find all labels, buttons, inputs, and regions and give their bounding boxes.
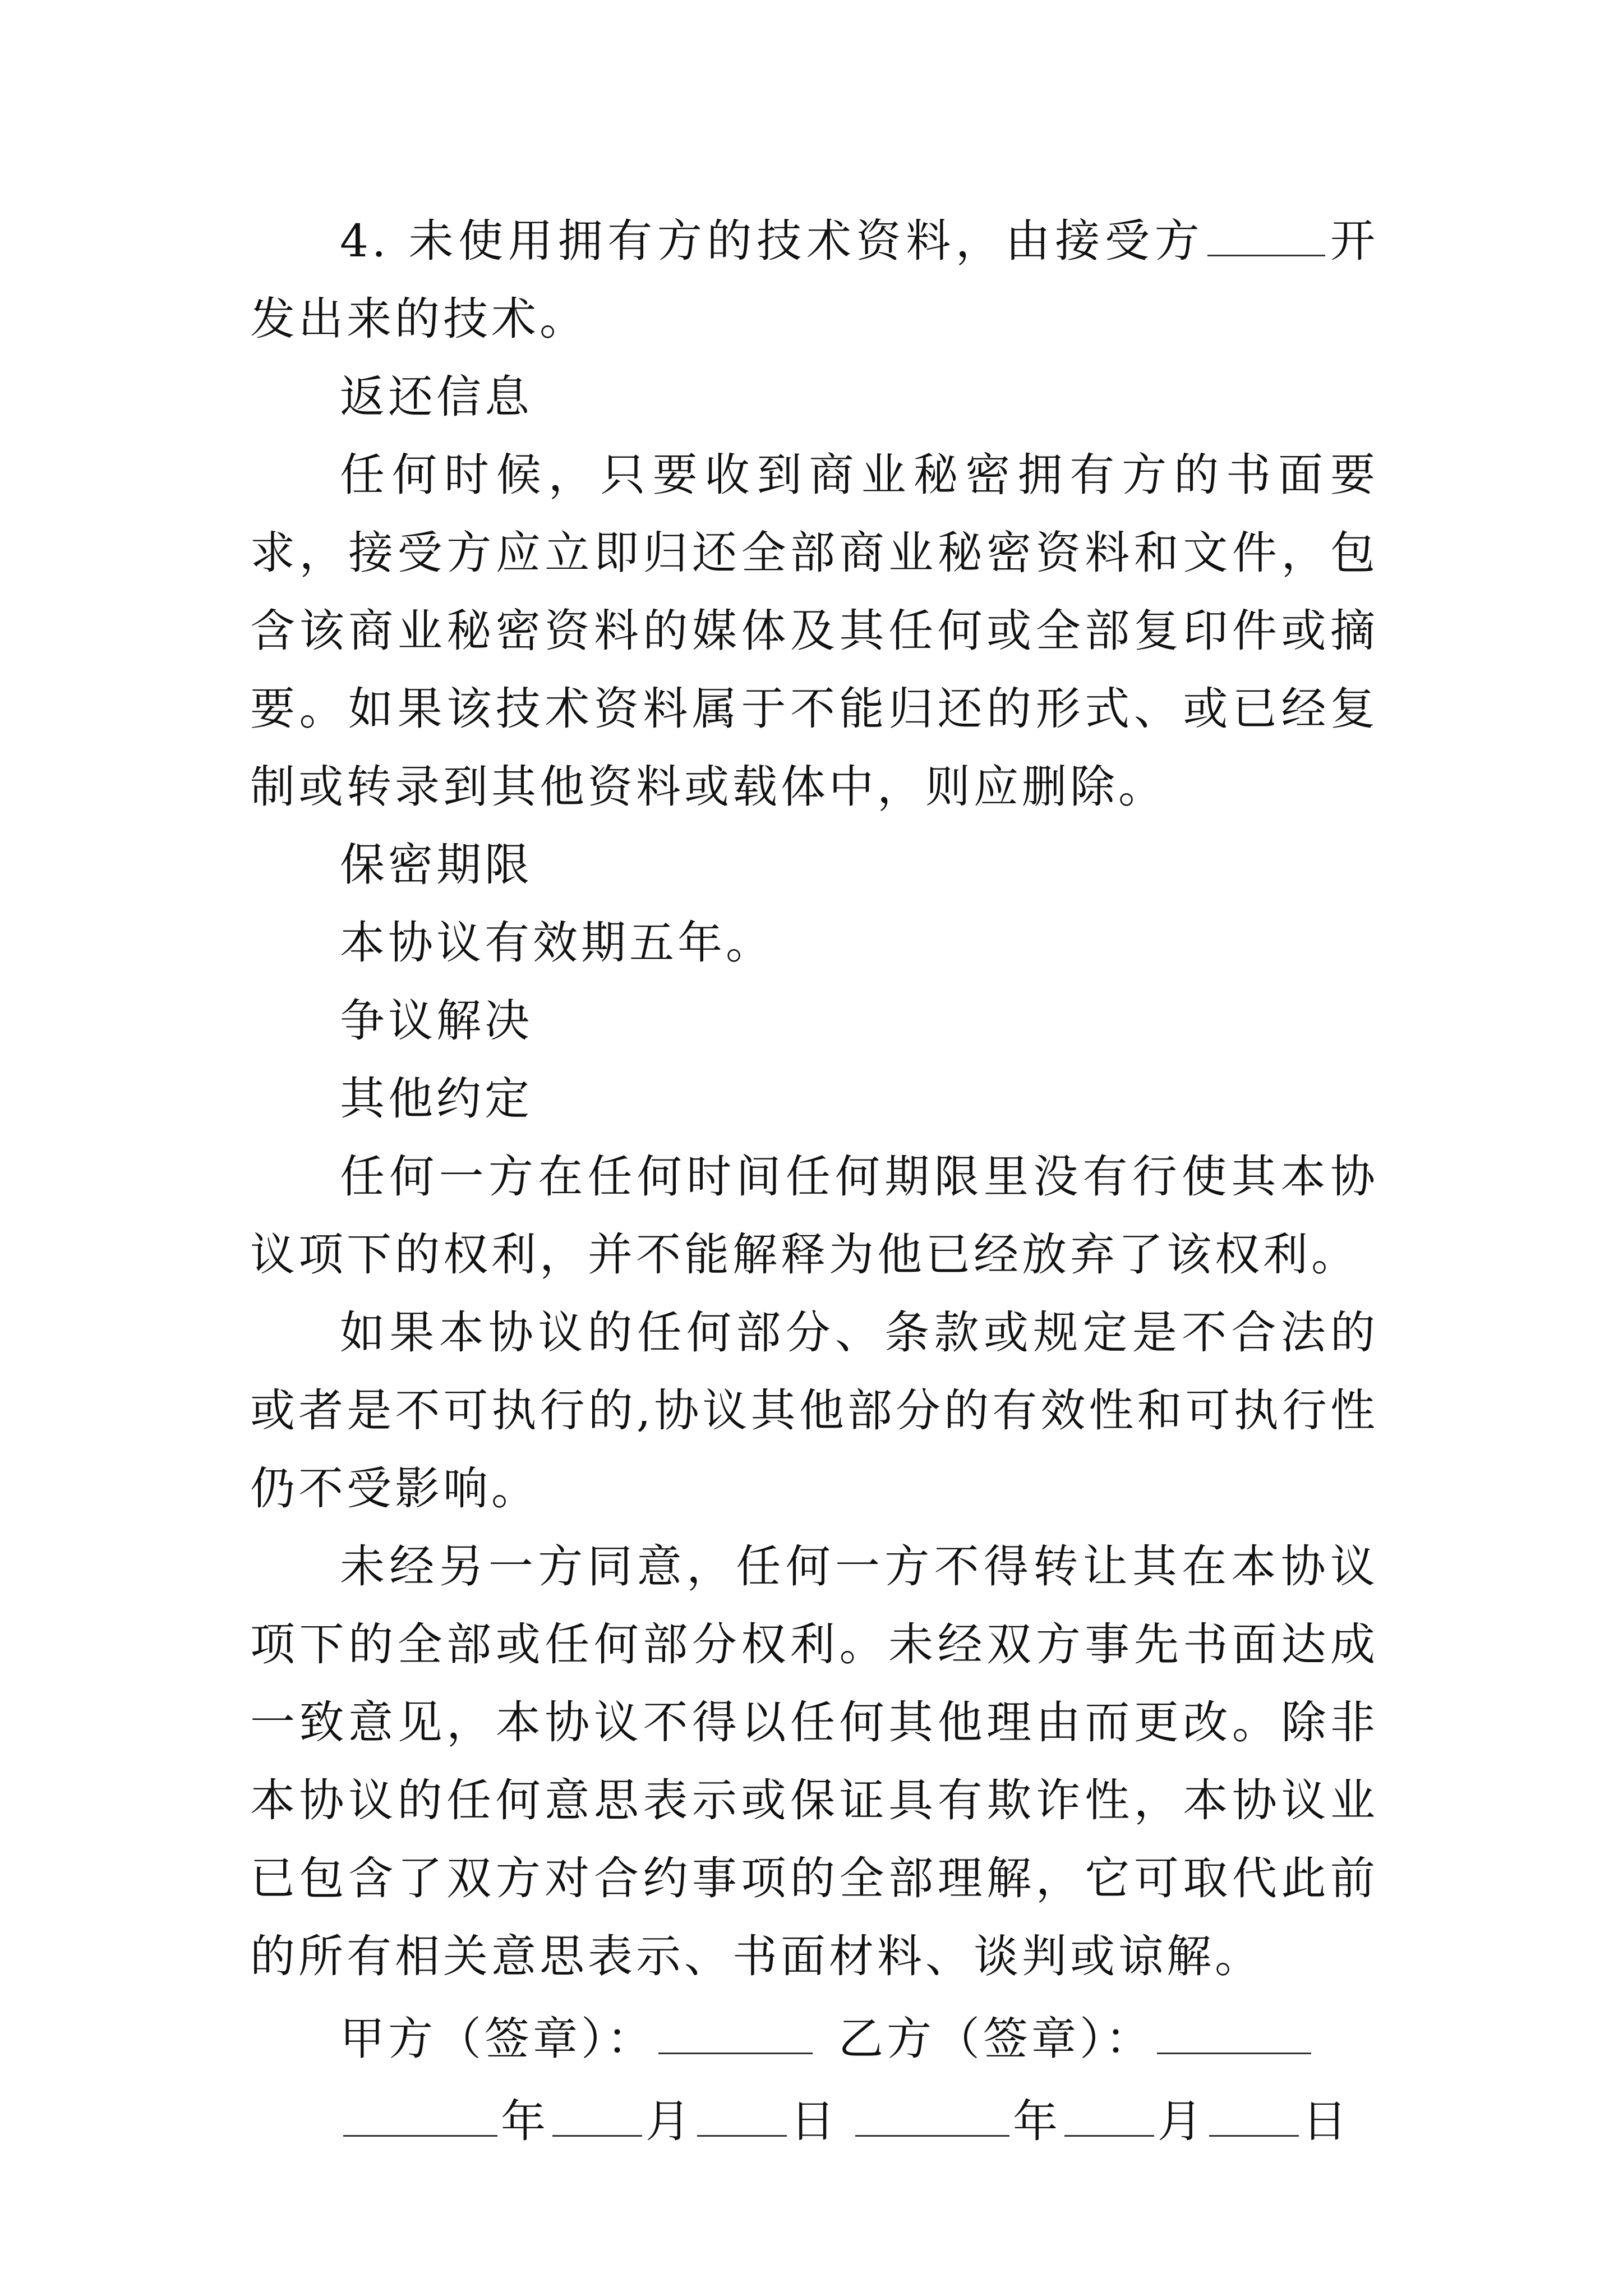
heading-confidentiality-term: 保密期限 [340,839,533,891]
party-b-month-label: 月 [1158,2095,1206,2147]
party-b-year-blank[interactable] [855,2095,1009,2137]
party-a-year-label: 年 [501,2095,549,2147]
clause-4-text-before: 4. 未使用拥有方的技术资料，由接受方 [340,215,1205,267]
party-b-day-blank[interactable] [1209,2095,1299,2137]
party-a-day-label: 日 [790,2095,838,2147]
heading-other-terms: 其他约定 [340,1073,533,1125]
party-a-label: 甲方（签章）： [340,2013,655,2065]
heading-return-info: 返还信息 [340,371,533,423]
party-b-month-blank[interactable] [1064,2095,1154,2137]
clause-4 [250,202,1378,358]
date-line [250,2082,1378,2160]
return-info-paragraph: 任何时候，只要收到商业秘密拥有方的书面要求，接受方应立即归还全部商业秘密资料和文件，包含该商业秘密资料的媒体及其任何或全部复印件或摘要。如果该技术资料属于不能归还的形式、或已经复制或转录到其他资料或载体中，则应删除。 [250,449,1378,813]
clause-4-blank[interactable] [1207,214,1325,256]
other-terms-paragraph-3: 未经另一方同意，任何一方不得转让其在本协议项下的全部或任何部分权利。未经双方事先书面达成一致意见，本协议不得以任何其他理由而更改。除非本协议的任何意思表示或保证具有欺诈性，本协议业已包含了双方对合约事项的全部理解，它可取代此前的所有相关意思表示、书面材料、谈判或谅解。 [250,1540,1378,1982]
party-b-day-label: 日 [1302,2095,1350,2147]
party-a-month-label: 月 [645,2095,694,2147]
document-body [250,202,1378,2160]
party-b-year-label: 年 [1013,2095,1061,2147]
term-paragraph: 本协议有效期五年。 [340,917,774,969]
party-b-signature-blank[interactable] [1157,2012,1311,2054]
party-b-label: 乙方（签章）： [838,2013,1154,2065]
party-a-year-blank[interactable] [343,2095,497,2137]
party-a-day-blank[interactable] [697,2095,787,2137]
heading-dispute-resolution: 争议解决 [340,995,533,1047]
other-terms-paragraph-2: 如果本协议的任何部分、条款或规定是不合法的或者是不可执行的,协议其他部分的有效性和可执行性仍不受影响。 [250,1306,1378,1515]
clause-4-text-after: 开发出来的技术。 [250,215,1378,345]
signature-line [250,2000,1378,2078]
party-a-month-blank[interactable] [552,2095,642,2137]
party-a-signature-blank[interactable] [658,2012,813,2054]
other-terms-paragraph-1: 任何一方在任何时间任何期限里没有行使其本协议项下的权利，并不能解释为他已经放弃了该权利。 [250,1151,1378,1281]
